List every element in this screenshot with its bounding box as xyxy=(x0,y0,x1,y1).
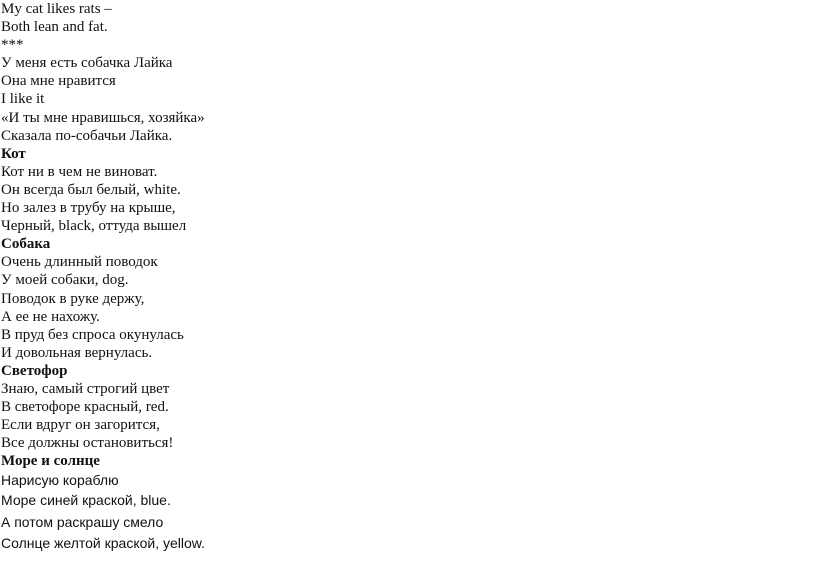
section-heading-dog: Собака xyxy=(1,236,51,253)
poem-line: У меня есть собачка Лайка xyxy=(1,55,173,72)
poem-line: Черный, black, оттуда вышел xyxy=(1,218,187,235)
poem-line: Она мне нравится xyxy=(1,73,116,90)
poem-line: Сказала по-собачьи Лайка. xyxy=(1,127,173,144)
section-heading-cat: Кот xyxy=(1,145,26,162)
poem-line: Все должны остановиться! xyxy=(1,435,174,452)
poem-line: I like it xyxy=(1,91,45,108)
poem-line: My cat likes rats – xyxy=(1,1,112,17)
poem-line: Both lean and fat. xyxy=(1,19,108,36)
section-heading-traffic-light: Светофор xyxy=(1,362,68,379)
poem-line: Очень длинный поводок xyxy=(1,254,158,271)
poem-line: А потом раскрашу смело xyxy=(1,513,164,530)
poem-line: Кот ни в чем не виноват. xyxy=(1,163,158,180)
poem-line: Солнце желтой краской, yellow. xyxy=(1,535,206,552)
document-page xyxy=(1,0,801,555)
poem-line: «И ты мне нравишься, хозяйка» xyxy=(1,109,205,126)
separator: *** xyxy=(1,37,24,54)
poem-line: А ее не нахожу. xyxy=(1,308,100,325)
poem-line: Если вдруг он загорится, xyxy=(1,417,160,434)
poem-line: Он всегда был белый, white. xyxy=(1,181,181,198)
poem-line: У моей собаки, dog. xyxy=(1,272,129,289)
poem-line: И довольная вернулась. xyxy=(1,344,153,361)
poem-line: Но залез в трубу на крыше, xyxy=(1,200,176,217)
poem-line: Знаю, самый строгий цвет xyxy=(1,380,170,397)
poem-line: Поводок в руке держу, xyxy=(1,290,145,307)
poem-line: Нарисую кораблю xyxy=(1,472,119,489)
poem-line: Море синей краской, blue. xyxy=(1,492,171,509)
poem-line: В пруд без спроса окунулась xyxy=(1,326,184,343)
poem-line: В светофоре красный, red. xyxy=(1,399,169,416)
section-heading-sea-and-sun: Море и солнце xyxy=(1,453,100,470)
